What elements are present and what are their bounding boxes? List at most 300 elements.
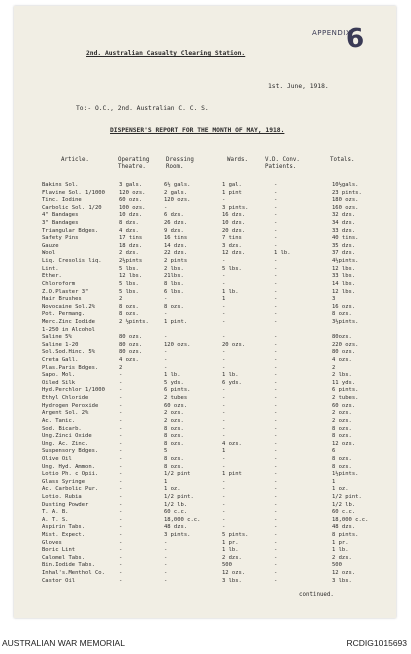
cell-wards: 16 dzs. xyxy=(222,212,246,219)
table-row xyxy=(42,395,392,403)
cell-vd-conv-patients: - xyxy=(274,379,278,386)
table-row xyxy=(42,289,392,297)
cell-article: Pot. Permang. xyxy=(42,311,86,318)
cell-article: Sod. Bicarb. xyxy=(42,425,82,432)
cell-dressing-room: 14 dzs. xyxy=(164,242,188,249)
cell-article: Ac. Carbolic Pur. xyxy=(42,486,99,493)
cell-wards: - xyxy=(222,509,226,516)
cell-article: 3" Bandages xyxy=(42,220,79,227)
table-row xyxy=(42,304,392,312)
cell-article: Inhal's.Menthol Co. xyxy=(42,570,105,577)
cell-vd-conv-patients: - xyxy=(274,182,278,188)
appendix-annotation xyxy=(312,20,366,55)
cell-operating-theatre: 2 xyxy=(119,364,123,371)
cell-dressing-room: 21lbs. xyxy=(164,273,184,280)
cell-vd-conv-patients: - xyxy=(274,387,278,394)
cell-wards: 5 pints. xyxy=(222,532,249,539)
table-row xyxy=(42,426,392,434)
cell-dressing-room: 48 dzs. xyxy=(164,524,188,531)
cell-totals: 8 ozs. xyxy=(332,433,352,440)
cell-operating-theatre: - xyxy=(119,433,123,440)
cell-vd-conv-patients: - xyxy=(274,242,278,249)
cell-operating-theatre: 17 tins xyxy=(119,235,143,242)
cell-operating-theatre: 80 ozs. xyxy=(119,334,143,341)
cell-operating-theatre: 2 dzs. xyxy=(119,250,139,257)
cell-wards: 500 xyxy=(222,562,232,569)
cell-vd-conv-patients: - xyxy=(274,372,278,379)
cell-dressing-room: - xyxy=(164,562,168,569)
cell-vd-conv-patients: - xyxy=(274,334,278,341)
table-row xyxy=(42,502,392,510)
cell-totals: 12 ozs. xyxy=(332,570,356,577)
cell-wards: - xyxy=(222,425,226,432)
table-row xyxy=(42,547,392,555)
cell-operating-theatre: 12 lbs. xyxy=(119,273,143,280)
cell-totals: 1 xyxy=(332,478,336,485)
table-row xyxy=(42,410,392,418)
cell-dressing-room: 16 tins xyxy=(164,235,188,242)
cell-totals: 8 ozs. xyxy=(332,425,352,432)
cell-vd-conv-patients: - xyxy=(274,501,278,508)
cell-article: Creta Gall. xyxy=(42,357,79,364)
cell-dressing-room: 2 lbs. xyxy=(164,265,184,272)
cell-article: A. T. S. xyxy=(42,516,69,523)
cell-totals: 1 oz. xyxy=(332,486,349,493)
cell-article: Castor Oil xyxy=(42,577,76,584)
cell-vd-conv-patients: - xyxy=(274,349,278,356)
cell-operating-theatre: - xyxy=(119,547,123,554)
cell-article: Glass Syringe xyxy=(42,478,86,485)
cell-wards: - xyxy=(222,318,226,325)
cell-totals: 11 yds. xyxy=(332,379,356,386)
cell-wards: - xyxy=(222,280,226,287)
cell-wards: - xyxy=(222,364,226,371)
cell-totals: 500 xyxy=(332,562,342,569)
table-row xyxy=(42,509,392,517)
cell-operating-theatre: - xyxy=(119,417,123,424)
cell-dressing-room: 6½ gals. xyxy=(164,182,191,188)
cell-dressing-room: - xyxy=(164,364,168,371)
cell-totals: 14 lbs. xyxy=(332,280,356,287)
cell-article: Hair Brushes xyxy=(42,296,82,303)
cell-operating-theatre: 18 dzs. xyxy=(119,242,143,249)
cell-wards: - xyxy=(222,524,226,531)
cell-dressing-room: 6 pints. xyxy=(164,387,191,394)
table-row xyxy=(42,258,392,266)
cell-vd-conv-patients: - xyxy=(274,212,278,219)
col-operating-header: Operating Theatre. xyxy=(118,157,150,171)
cell-wards: - xyxy=(222,303,226,310)
continued-note: continued. xyxy=(299,592,334,598)
cell-article: Hyd.Perchlor 1/1000 xyxy=(42,387,105,394)
cell-wards: 1 lb. xyxy=(222,288,239,295)
cell-dressing-room: 120 ozs. xyxy=(164,341,191,348)
cell-operating-theatre: - xyxy=(119,570,123,577)
cell-operating-theatre: - xyxy=(119,554,123,561)
cell-dressing-room: 1/2 pint. xyxy=(164,493,194,500)
cell-vd-conv-patients: - xyxy=(274,364,278,371)
cell-wards: - xyxy=(222,197,226,204)
cell-vd-conv-patients: - xyxy=(274,440,278,447)
table-row xyxy=(42,387,392,395)
cell-wards: - xyxy=(222,433,226,440)
cell-article: Olive Oil xyxy=(42,455,72,462)
cell-totals: 2 tubes. xyxy=(332,395,359,402)
cell-wards: - xyxy=(222,349,226,356)
cell-operating-theatre: 8 ozs. xyxy=(119,311,139,318)
cell-dressing-room: 8 ozs. xyxy=(164,433,184,440)
table-row xyxy=(42,555,392,563)
cell-vd-conv-patients: - xyxy=(274,410,278,417)
table-row xyxy=(42,372,392,380)
cell-article: Saline 1-20 xyxy=(42,341,79,348)
cell-wards: 6 yds. xyxy=(222,379,242,386)
cell-totals: 2 dzs. xyxy=(332,554,352,561)
cell-vd-conv-patients: - xyxy=(274,417,278,424)
table-row xyxy=(42,319,392,327)
cell-operating-theatre: - xyxy=(119,372,123,379)
cell-article: Sol.Sod.Hinc. 5% xyxy=(42,349,95,356)
cell-vd-conv-patients: - xyxy=(274,433,278,440)
cell-vd-conv-patients: - xyxy=(274,280,278,287)
cell-operating-theatre: 8 ozs. xyxy=(119,303,139,310)
cell-vd-conv-patients: - xyxy=(274,402,278,409)
archive-footer xyxy=(0,636,411,654)
cell-article: Gloves xyxy=(42,539,62,546)
cell-operating-theatre: 4 dzs. xyxy=(119,227,139,234)
cell-totals: 18,000 c.c. xyxy=(332,516,369,523)
table-row xyxy=(42,464,392,472)
cell-article: Argent Sol. 2% xyxy=(42,410,89,417)
cell-wards: - xyxy=(222,395,226,402)
table-row xyxy=(42,342,392,350)
cell-operating-theatre: 60 ozs. xyxy=(119,197,143,204)
cell-dressing-room: 5 xyxy=(164,448,168,455)
table-row xyxy=(42,479,392,487)
cell-totals: 33 lbs. xyxy=(332,273,356,280)
cell-vd-conv-patients: - xyxy=(274,471,278,478)
cell-dressing-room: 1 lb. xyxy=(164,372,181,379)
cell-vd-conv-patients: - xyxy=(274,395,278,402)
cell-totals: 12 ozs. xyxy=(332,440,356,447)
report-table xyxy=(42,182,392,585)
cell-vd-conv-patients: - xyxy=(274,341,278,348)
cell-wards: - xyxy=(222,410,226,417)
cell-operating-theatre: - xyxy=(119,532,123,539)
cell-totals: 33 dzs. xyxy=(332,227,356,234)
cell-totals: 4½pints. xyxy=(332,258,359,265)
cell-article: Flavine Sol. 1/1000 xyxy=(42,189,105,196)
cell-vd-conv-patients: - xyxy=(274,318,278,325)
cell-dressing-room: 8 ozs. xyxy=(164,425,184,432)
cell-article: Suspensory Bdges. xyxy=(42,448,99,455)
cell-wards: 12 dzs. xyxy=(222,250,246,257)
cell-article: Gauze xyxy=(42,242,59,249)
cell-operating-theatre: 80 ozs. xyxy=(119,349,143,356)
cell-wards: 7 tins xyxy=(222,235,242,242)
cell-totals: 6 pints. xyxy=(332,387,359,394)
table-row xyxy=(42,380,392,388)
cell-operating-theatre: 3 gals. xyxy=(119,182,143,188)
cell-operating-theatre: - xyxy=(119,493,123,500)
cell-wards: 1 xyxy=(222,296,226,303)
cell-dressing-room: - xyxy=(164,357,168,364)
cell-operating-theatre: - xyxy=(119,562,123,569)
cell-dressing-room: 26 dzs. xyxy=(164,220,188,227)
cell-dressing-room: 1 oz. xyxy=(164,486,181,493)
cell-totals: 4 ozs. xyxy=(332,357,352,364)
cell-vd-conv-patients: - xyxy=(274,265,278,272)
cell-article: Novocaine Sol.2% xyxy=(42,303,95,310)
cell-dressing-room: - xyxy=(164,554,168,561)
table-row xyxy=(42,494,392,502)
cell-article: Plas.Paris Bdges. xyxy=(42,364,99,371)
cell-totals: 8 ozs. xyxy=(332,455,352,462)
cell-vd-conv-patients: - xyxy=(274,554,278,561)
cell-dressing-room: 60 c.c. xyxy=(164,509,188,516)
cell-dressing-room: - xyxy=(164,539,168,546)
cell-vd-conv-patients: - xyxy=(274,448,278,455)
cell-wards: - xyxy=(222,493,226,500)
cell-operating-theatre: 120 ozs. xyxy=(119,189,146,196)
cell-operating-theatre: 2 ½pints. xyxy=(119,318,149,325)
cell-totals: 40 tins. xyxy=(332,235,359,242)
table-row xyxy=(42,471,392,479)
cell-dressing-room: - xyxy=(164,296,168,303)
cell-article: Carbolic Sol. 1/20 xyxy=(42,204,102,211)
cell-dressing-room: 2 ozs. xyxy=(164,410,184,417)
cell-wards: 20 ozs. xyxy=(222,341,246,348)
cell-operating-theatre: - xyxy=(119,509,123,516)
cell-dressing-room: 8 lbs. xyxy=(164,280,184,287)
cell-totals: 6 xyxy=(332,448,336,455)
cell-wards: 1 xyxy=(222,448,226,455)
cell-totals: 8 ozs. xyxy=(332,463,352,470)
cell-dressing-room: 3 pints. xyxy=(164,532,191,539)
cell-article: Boric Lint xyxy=(42,547,76,554)
cell-totals: 12 lbs. xyxy=(332,288,356,295)
col-wards-header: Wards. xyxy=(227,157,248,163)
cell-operating-theatre: - xyxy=(119,379,123,386)
cell-dressing-room: 22 dzs. xyxy=(164,250,188,257)
cell-wards: 1 lb. xyxy=(222,372,239,379)
table-row xyxy=(42,540,392,548)
cell-article: Z.O.Plaster 3" xyxy=(42,288,89,295)
cell-wards: - xyxy=(222,455,226,462)
cell-dressing-room: - xyxy=(164,570,168,577)
cell-totals: 1/2 lb. xyxy=(332,501,356,508)
table-row xyxy=(42,433,392,441)
cell-totals: 60 c.c. xyxy=(332,509,356,516)
cell-totals: 48 dzs. xyxy=(332,524,356,531)
cell-operating-theatre: - xyxy=(119,440,123,447)
report-title: DISPENSER'S REPORT FOR THE MONTH OF MAY, 1918. xyxy=(110,127,285,134)
table-row xyxy=(42,311,392,319)
cell-vd-conv-patients: - xyxy=(274,227,278,234)
cell-wards: 1 pint xyxy=(222,471,242,478)
table-row xyxy=(42,205,392,213)
table-row xyxy=(42,517,392,525)
cell-operating-theatre: - xyxy=(119,471,123,478)
table-row xyxy=(42,266,392,274)
cell-vd-conv-patients: - xyxy=(274,235,278,242)
cell-totals: 1/2 pint. xyxy=(332,493,362,500)
cell-wards: - xyxy=(222,516,226,523)
cell-vd-conv-patients: - xyxy=(274,547,278,554)
cell-dressing-room: 5 yds. xyxy=(164,379,184,386)
cell-article: Calomel Tabs. xyxy=(42,554,86,561)
cell-article: Mist. Expect. xyxy=(42,532,86,539)
cell-operating-theatre: - xyxy=(119,448,123,455)
cell-article: Sapo. Mol. xyxy=(42,372,76,379)
cell-vd-conv-patients: - xyxy=(274,532,278,539)
cell-article: Hydrogen Peroxide xyxy=(42,402,99,409)
cell-article: Dusting Powder xyxy=(42,501,89,508)
cell-operating-theatre: 80 ozs. xyxy=(119,341,143,348)
cell-article: Bin.Iodide Tabs. xyxy=(42,562,95,569)
cell-operating-theatre: 8 dzs. xyxy=(119,220,139,227)
cell-totals: 80 ozs. xyxy=(332,349,356,356)
report-date: 1st. June, 1918. xyxy=(268,83,329,90)
cell-totals: 180 ozs. xyxy=(332,197,359,204)
cell-operating-theatre: 5 lbs. xyxy=(119,280,139,287)
cell-totals: 8 pints. xyxy=(332,532,359,539)
cell-operating-theatre: - xyxy=(119,455,123,462)
document-page xyxy=(14,6,396,618)
cell-vd-conv-patients: - xyxy=(274,539,278,546)
cell-totals: 2 lbs. xyxy=(332,372,352,379)
cell-article: Bakins Sol. xyxy=(42,182,79,188)
cell-article: 4" Bandages xyxy=(42,212,79,219)
cell-dressing-room: 8 ozs. xyxy=(164,303,184,310)
cell-operating-theatre: - xyxy=(119,501,123,508)
cell-totals: 16 ozs. xyxy=(332,303,356,310)
table-row xyxy=(42,228,392,236)
cell-totals: 1½pints. xyxy=(332,471,359,478)
cell-totals: 35 dzs. xyxy=(332,242,356,249)
unit-title: 2nd. Australian Casualty Clearing Station. xyxy=(86,50,246,57)
cell-totals: 12 lbs. xyxy=(332,265,356,272)
cell-article: Lint. xyxy=(42,265,59,272)
cell-totals: 1 pr. xyxy=(332,539,349,546)
cell-totals: 32 dzs. xyxy=(332,212,356,219)
table-row xyxy=(42,250,392,258)
cell-operating-theatre: 5 lbs. xyxy=(119,265,139,272)
cell-article: Wool xyxy=(42,250,56,257)
cell-wards: - xyxy=(222,417,226,424)
cell-totals: 2 ozs. xyxy=(332,410,352,417)
cell-dressing-room: 9 dzs. xyxy=(164,227,184,234)
cell-wards: - xyxy=(222,258,226,265)
cell-dressing-room: 120 ozs. xyxy=(164,197,191,204)
cell-article: Aspirin Tabs. xyxy=(42,524,86,531)
cell-wards: 20 dzs. xyxy=(222,227,246,234)
cell-wards: - xyxy=(222,357,226,364)
cell-wards: 10 dzs. xyxy=(222,220,246,227)
table-row xyxy=(42,578,392,586)
cell-wards: 3 dzs. xyxy=(222,242,242,249)
cell-vd-conv-patients: - xyxy=(274,562,278,569)
cell-operating-theatre: - xyxy=(119,478,123,485)
cell-wards: 3 lbs. xyxy=(222,577,242,584)
cell-vd-conv-patients: - xyxy=(274,486,278,493)
cell-wards: 5 lbs. xyxy=(222,265,242,272)
table-row xyxy=(42,532,392,540)
cell-totals: 160 ozs. xyxy=(332,204,359,211)
cell-operating-theatre: 10 dzs. xyxy=(119,212,143,219)
cell-operating-theatre: - xyxy=(119,402,123,409)
cell-vd-conv-patients: - xyxy=(274,288,278,295)
cell-wards: 1 lb. xyxy=(222,547,239,554)
cell-dressing-room: 8 ozs. xyxy=(164,463,184,470)
cell-dressing-room: 1/2 pint xyxy=(164,471,191,478)
cell-dressing-room: 2 gals. xyxy=(164,189,188,196)
col-totals-header: Totals. xyxy=(330,157,355,163)
cell-operating-theatre: - xyxy=(119,387,123,394)
cell-totals: 2 ozs. xyxy=(332,417,352,424)
cell-dressing-room: 1 xyxy=(164,478,168,485)
cell-wards: 1 pr. xyxy=(222,539,239,546)
cell-operating-theatre: - xyxy=(119,425,123,432)
table-row xyxy=(42,327,392,335)
cell-dressing-room: 6 lbs. xyxy=(164,288,184,295)
table-row xyxy=(42,220,392,228)
cell-dressing-room: - xyxy=(164,204,168,211)
cell-totals: 3 xyxy=(332,296,336,303)
cell-dressing-room: 1 pint. xyxy=(164,318,188,325)
cell-wards: - xyxy=(222,478,226,485)
cell-article: Ung.Zinci Oxide xyxy=(42,433,92,440)
cell-operating-theatre: - xyxy=(119,463,123,470)
table-row xyxy=(42,448,392,456)
table-row xyxy=(42,418,392,426)
cell-totals: 37 dzs. xyxy=(332,250,356,257)
cell-vd-conv-patients: - xyxy=(274,577,278,584)
cell-article: Triangular Bdges. xyxy=(42,227,99,234)
table-row xyxy=(42,235,392,243)
table-row xyxy=(42,190,392,198)
cell-operating-theatre: - xyxy=(119,410,123,417)
cell-article: Tinc. Iodine xyxy=(42,197,82,204)
cell-wards: - xyxy=(222,402,226,409)
table-row xyxy=(42,365,392,373)
cell-operating-theatre: 2½pints xyxy=(119,258,143,265)
cell-dressing-room: 2 tubes xyxy=(164,395,188,402)
table-row xyxy=(42,281,392,289)
cell-article: T. A. B. xyxy=(42,509,69,516)
cell-vd-conv-patients: - xyxy=(274,463,278,470)
table-row xyxy=(42,273,392,281)
cell-vd-conv-patients: - xyxy=(274,493,278,500)
table-row xyxy=(42,524,392,532)
cell-operating-theatre: - xyxy=(119,524,123,531)
cell-article: Liq. Cresolis liq. xyxy=(42,258,102,265)
cell-wards: 2 dzs. xyxy=(222,554,242,561)
cell-wards: 1 pint xyxy=(222,189,242,196)
cell-vd-conv-patients: - xyxy=(274,303,278,310)
cell-dressing-room: - xyxy=(164,311,168,318)
cell-article: Ung. Hyd. Ammon. xyxy=(42,463,95,470)
table-row xyxy=(42,349,392,357)
cell-dressing-room: 2 ozs. xyxy=(164,417,184,424)
appendix-label: APPENDIX xyxy=(312,29,352,37)
cell-totals: 3½pints. xyxy=(332,318,359,325)
cell-article: Ung. Ac. Zinc. xyxy=(42,440,89,447)
cell-wards: - xyxy=(222,387,226,394)
cell-operating-theatre: 5 lbs. xyxy=(119,288,139,295)
cell-vd-conv-patients: - xyxy=(274,220,278,227)
cell-wards: - xyxy=(222,273,226,280)
